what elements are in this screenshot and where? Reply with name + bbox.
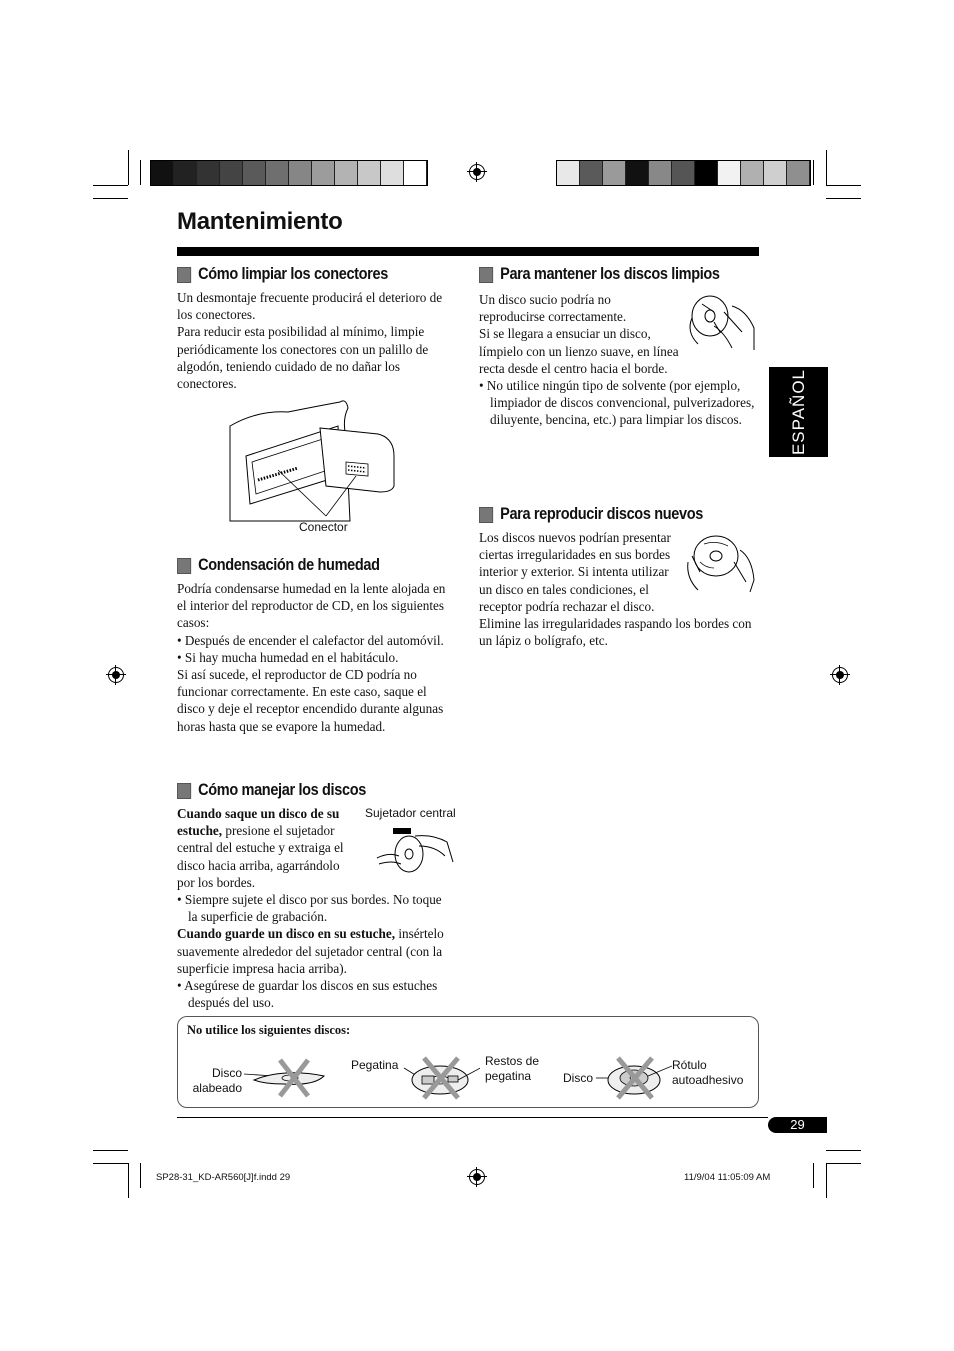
heading-square-icon: [177, 558, 191, 574]
warning-box-heading: No utilice los siguientes discos:: [187, 1023, 351, 1037]
crop-mark: [140, 160, 141, 185]
title-rule: [177, 247, 759, 256]
paragraph: Podría condensarse humedad en la lente alojada en el interior del reproductor de CD, en los siguientes casos:: [177, 581, 446, 631]
registration-mark-icon: [832, 667, 848, 683]
crop-mark: [93, 1150, 128, 1151]
warning-label-disco: Disco: [563, 1071, 594, 1085]
bullet-item: • No utilice ningún tipo de solvente (por ejemplo, limpiador de discos convencional, pulverizadores, diluyente, bencina, etc.) para limpiar los discos.: [479, 378, 755, 428]
figure-label-sujetador: Sujetador central: [365, 806, 456, 820]
body-text: presione el sujetador central del estuche y extraiga el disco hacia arriba, agarrándolo por los bordes.: [177, 823, 344, 890]
color-swatch: [649, 161, 672, 185]
color-swatch: [220, 161, 243, 185]
paragraph: [177, 925, 452, 977]
warning-label-rotulo: [672, 1058, 743, 1088]
crop-mark: [826, 1150, 861, 1151]
crop-mark: [128, 1163, 129, 1198]
bullet-item: • Asegúrese de guardar los discos en sus estuches después del uso.: [177, 978, 438, 1011]
color-swatch: [381, 161, 404, 185]
paragraph: Un disco sucio podría no reproducirse correctamente.: [479, 292, 627, 325]
color-swatch: [626, 161, 649, 185]
color-swatch: [266, 161, 289, 185]
color-swatch: [404, 161, 427, 185]
label-line: Disco: [211, 1066, 242, 1080]
warped-disc-crossed-icon: [244, 1058, 330, 1098]
heading-square-icon: [177, 783, 191, 799]
heading-text: Para reproducir discos nuevos: [500, 505, 703, 523]
label-line: Rótulo: [672, 1058, 707, 1072]
color-swatch: [672, 161, 695, 185]
color-swatch: [580, 161, 603, 185]
crop-mark: [128, 150, 129, 185]
label-line: pegatina: [485, 1069, 532, 1083]
paragraph: Si así sucede, el reproductor de CD podría no funcionar correctamente. En este caso, saque el disco y deje el receptor encendido durante algunas horas hasta que se evapore la humedad.: [177, 667, 444, 734]
heading-square-icon: [177, 267, 191, 283]
figure-label-conector: Conector: [299, 520, 348, 534]
limpios-text: [479, 291, 757, 429]
crop-mark: [813, 160, 814, 185]
warning-label-disco-alabeado: [190, 1066, 242, 1096]
crop-mark: [93, 198, 128, 199]
color-calibration-bar-left: [150, 160, 428, 186]
bullet-item: • Si hay mucha humedad en el habitáculo.: [177, 649, 399, 665]
bold-text: Cuando guarde un disco en su estuche,: [177, 926, 396, 942]
section-heading-limpios: [479, 265, 720, 284]
bold-text: Cuando saque un disco de su estuche,: [177, 806, 340, 839]
nuevos-text: [479, 529, 757, 649]
page-number: 29: [790, 1117, 805, 1132]
color-swatch: [335, 161, 358, 185]
color-swatch: [787, 161, 810, 185]
body-text: insértelo suavemente alrededor del sujetador central (con la superficie impresa hacia arriba).: [177, 926, 444, 976]
crop-mark: [826, 1163, 861, 1164]
heading-text: Cómo manejar los discos: [198, 781, 366, 799]
section-heading-nuevos: [479, 505, 703, 524]
registration-mark-icon: [469, 1169, 485, 1185]
language-tab: [769, 367, 828, 457]
paragraph: Un desmontaje frecuente producirá el deterioro de los conectores.: [177, 290, 443, 323]
crop-mark: [93, 185, 128, 186]
warning-label-restos-pegatina: [485, 1054, 539, 1084]
label-disc-crossed-icon: [596, 1054, 672, 1100]
registration-mark-icon: [108, 667, 124, 683]
color-swatch: [557, 161, 580, 185]
paragraph: Si se llegara a ensuciar un disco, límpielo con un lienzo suave, en línea recta desde el centro hacia el borde.: [479, 326, 679, 376]
label-line: autoadhesivo: [672, 1073, 744, 1087]
heading-text: Para mantener los discos limpios: [500, 265, 720, 283]
color-calibration-bar-right: [556, 160, 811, 186]
paragraph: [177, 805, 452, 891]
footer-file-info: SP28-31_KD-AR560[J]f.indd 29: [156, 1172, 291, 1183]
bottom-rule: [177, 1117, 768, 1118]
color-swatch: [695, 161, 718, 185]
bullet-item: • Siempre sujete el disco por sus bordes. No toque la superficie de grabación.: [177, 892, 442, 925]
color-swatch: [718, 161, 741, 185]
heading-square-icon: [479, 267, 493, 283]
heading-square-icon: [479, 507, 493, 523]
language-tab-label: ESPAÑOL: [788, 368, 808, 456]
section-heading-manejar: [177, 781, 366, 800]
footer-timestamp: 11/9/04 11:05:09 AM: [684, 1172, 771, 1183]
conectores-text: [177, 289, 455, 392]
crop-mark: [826, 185, 861, 186]
paragraph: Los discos nuevos podrían presentar ciertas irregularidades en sus bordes interior y exterior. Si intenta utilizar un disco en tales condiciones, el receptor podría rechazar el disco.: [479, 530, 671, 614]
paragraph: Elimine las irregularidades raspando los bordes con un lápiz o bolígrafo, etc.: [479, 616, 752, 649]
section-heading-humedad: [177, 556, 380, 575]
color-swatch: [312, 161, 335, 185]
crop-mark: [140, 1163, 141, 1188]
color-swatch: [243, 161, 266, 185]
label-line: Restos de: [485, 1054, 540, 1068]
crop-mark: [93, 1163, 128, 1164]
warning-label-pegatina: Pegatina: [351, 1058, 399, 1072]
registration-mark-icon: [469, 164, 485, 180]
heading-text: Cómo limpiar los conectores: [198, 265, 388, 283]
color-swatch: [741, 161, 764, 185]
color-swatch: [151, 161, 174, 185]
manejar-text: [177, 805, 452, 1011]
section-heading-conectores: [177, 265, 388, 284]
paragraph: Para reducir esta posibilidad al mínimo, limpie periódicamente los conectores con un palillo de algodón, teniendo cuidado de no dañar los conectores.: [177, 324, 429, 392]
page-number-bar: [768, 1117, 827, 1133]
crop-mark: [813, 1163, 814, 1188]
humedad-text: [177, 580, 457, 735]
color-swatch: [358, 161, 381, 185]
crop-mark: [826, 1163, 827, 1198]
crop-mark: [826, 198, 861, 199]
color-swatch: [289, 161, 312, 185]
connector-pointer-lines: [270, 460, 370, 520]
crop-mark: [826, 150, 827, 185]
bullet-item: • Después de encender el calefactor del automóvil.: [177, 632, 444, 648]
color-swatch: [174, 161, 197, 185]
color-swatch: [197, 161, 220, 185]
sticker-disc-crossed-icon: [400, 1054, 480, 1100]
color-swatch: [764, 161, 787, 185]
heading-text: Condensación de humedad: [198, 556, 380, 574]
page-title: Mantenimiento: [177, 208, 343, 235]
label-line: alabeado: [192, 1081, 242, 1095]
color-swatch: [603, 161, 626, 185]
